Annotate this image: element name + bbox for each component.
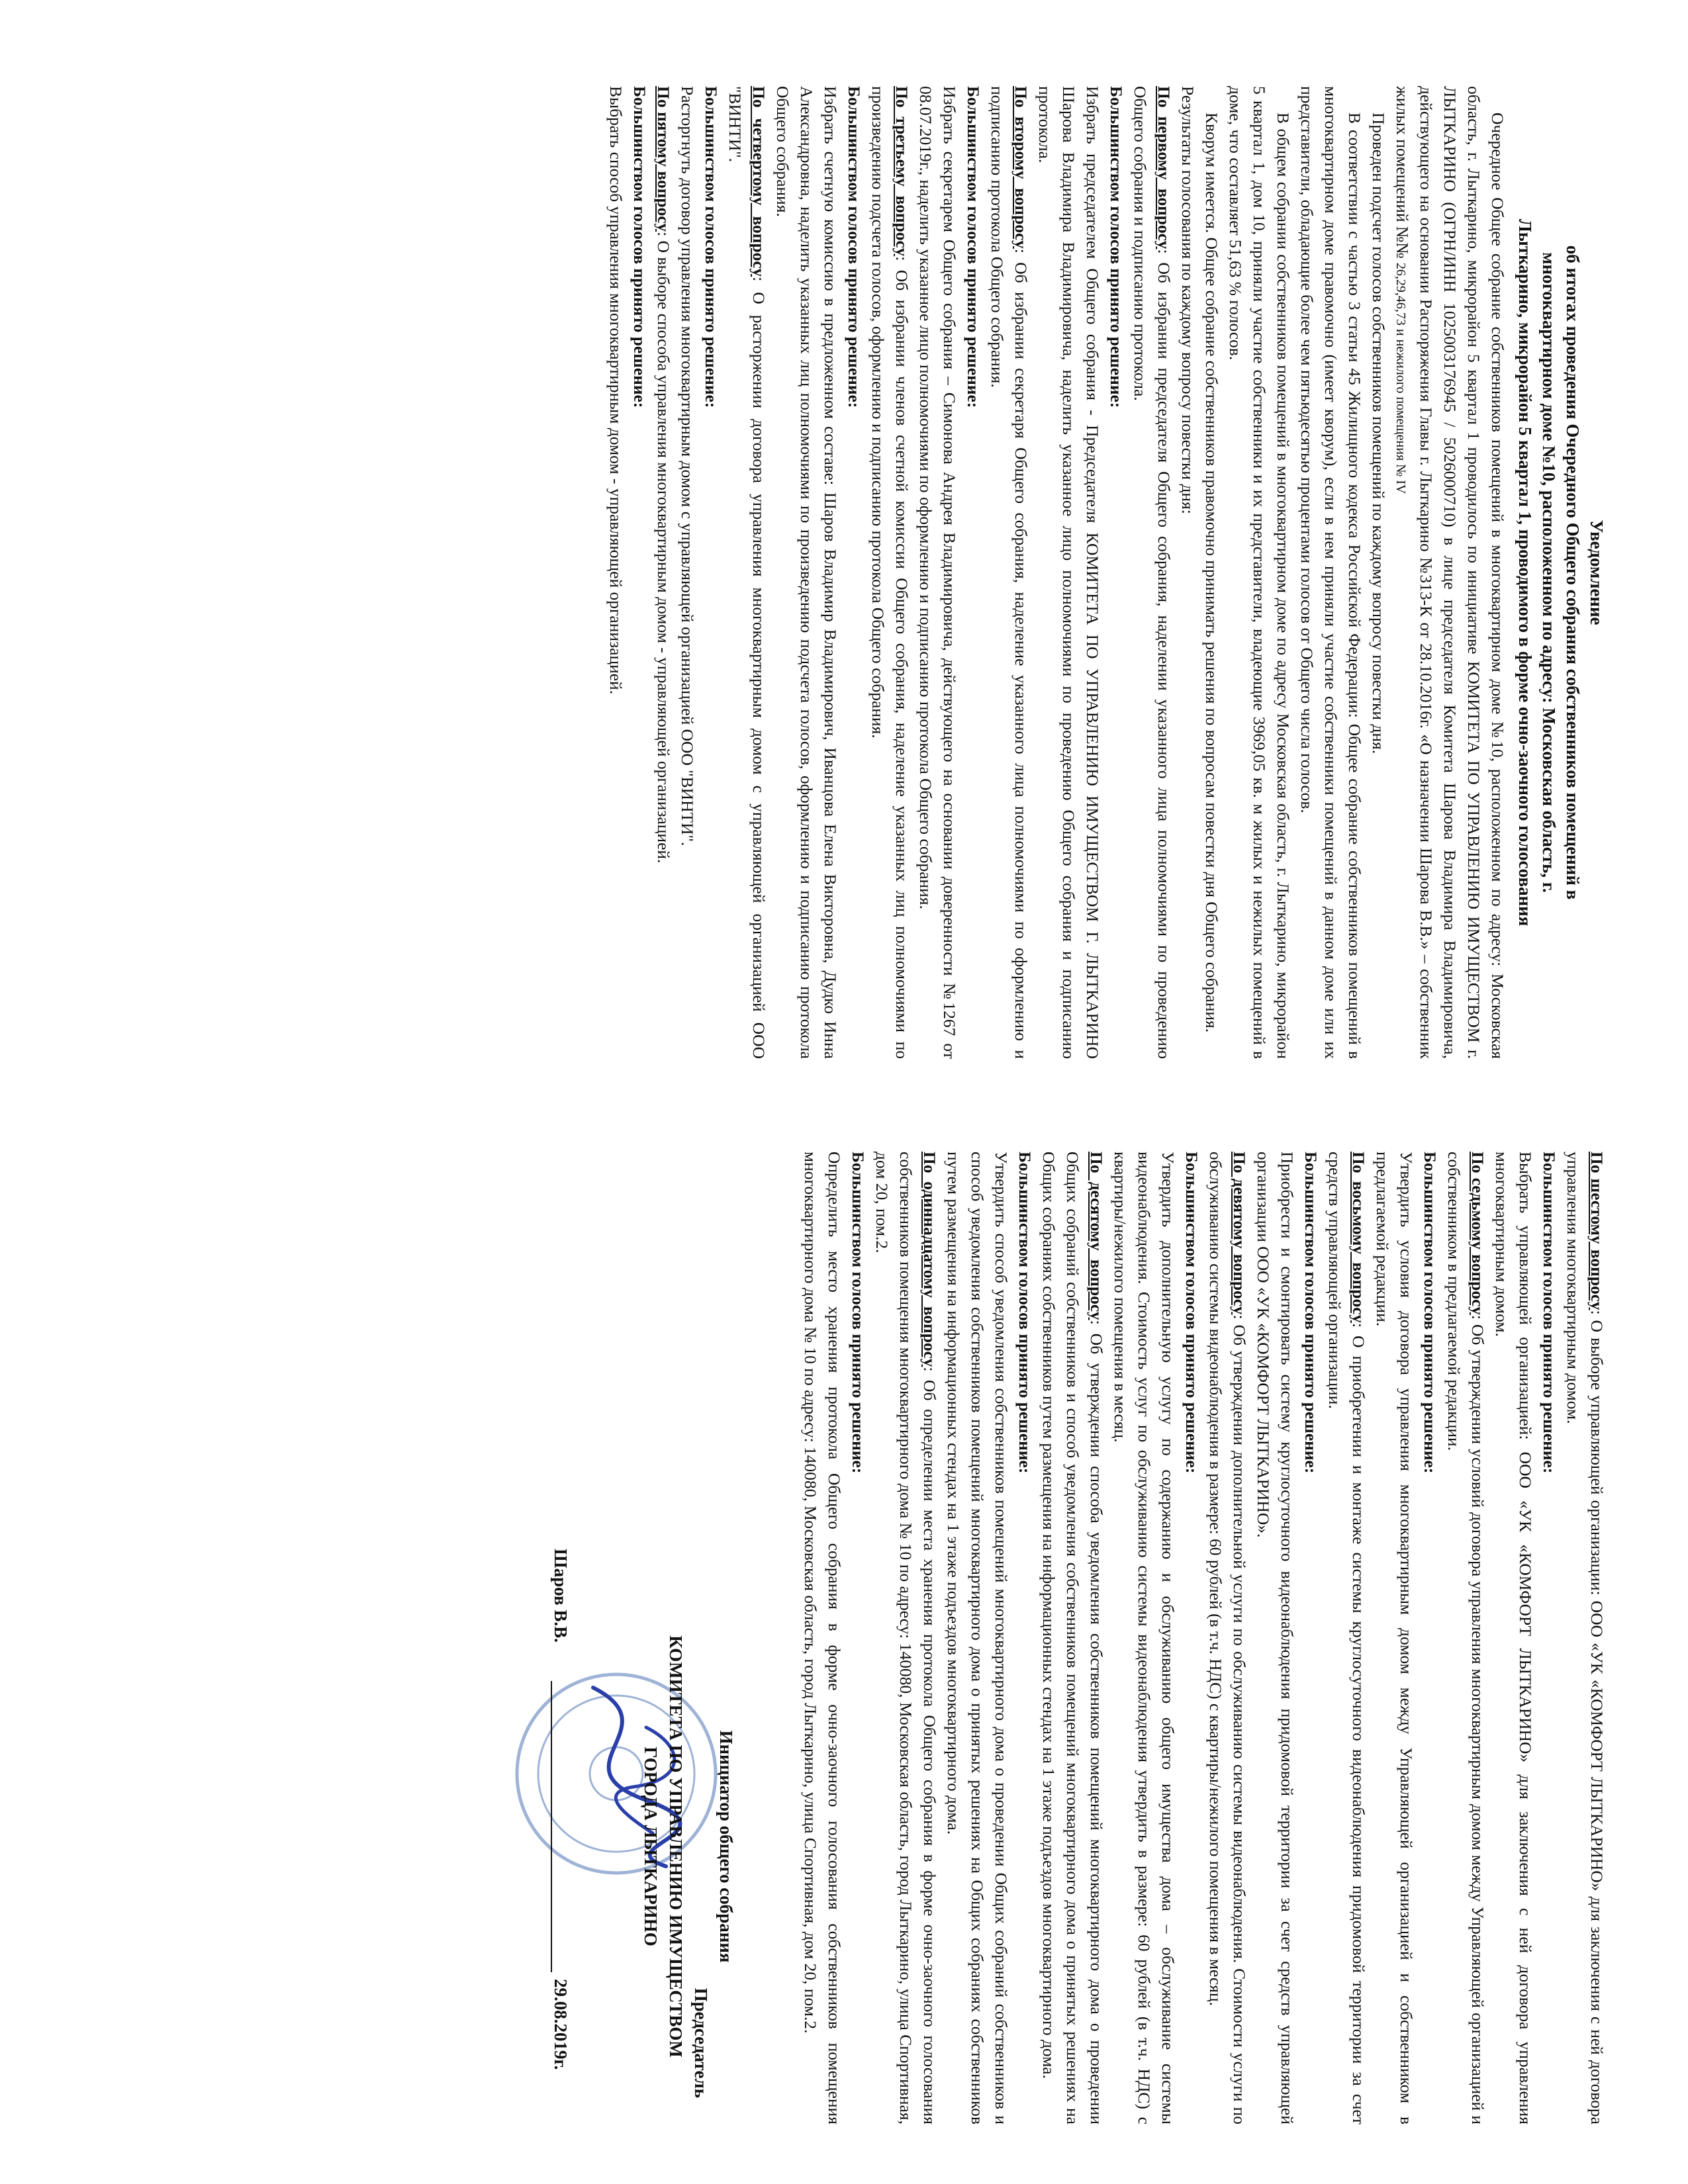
question-2-text: : Об избрании секретаря Общего собрания, наделение указанного лица полномочиями по оформлению и подписанию протокола Общего собрания.	[988, 86, 1031, 1059]
question-3-label: По третьему вопросу	[892, 86, 912, 257]
majority-label: Большинством голосов принято решение	[964, 86, 983, 402]
question-5-text: : О выборе способа управления многоквартирным домом - управляющей организацией.	[654, 232, 673, 864]
heading-line-2: многоквартирном доме №10, расположенном по адресу: Московская область, г.	[1539, 252, 1559, 893]
majority-label: Большинством голосов принято решение	[1015, 1152, 1035, 1468]
decision-9: Утвердить дополнительную услугу по содержанию и обслуживанию общего имущества дома – обслуживание системы видеонаблюдения. Стоимость услуг по обслуживанию системы видеонаблюдения утвердить в размере: 60 рублей (в т.ч. НДС) с квартиры/нежилого помещения в месяц.	[1111, 1152, 1178, 2124]
question-9-label: По девятому вопросу	[1230, 1152, 1249, 1315]
participation-paragraph: В общем собрании собственников помещений в многоквартирном доме по адресу Московская область, г. Лыткарино, микрорайон 5 квартал 1, дом 10, приняли участие собственники и их представители, владеющие 3969,05 кв. м жилых и нежилых помещений в доме, что составляет 51,63 % голосов.	[1226, 86, 1293, 1059]
decision-8-heading: Большинством голосов принято решение:	[1301, 1152, 1321, 1474]
question-7-label: По седьмому вопросу	[1468, 1152, 1487, 1315]
decision-10-heading: Большинством голосов принято решение:	[1015, 1152, 1035, 1474]
decision-3: Избрать счетную комиссию в предложенном составе: Шаров Владимир Владимирович, Иванцова Елена Викторовна, Дудко Инна Александровна, наделить указанных лиц полномочиями по произведению подсчета голосов, оформлению и подписанию протокола Общего собрания.	[773, 86, 840, 1059]
official-stamp-icon	[507, 1648, 726, 1899]
question-10-text: : Об утверждении способа уведомления собственников помещений многоквартирного дома о проведении Общих собраний собственников и способ уведомления собственников помещений многоквартирного дома о принятых решениях на Общих собраниях собственников путем размещения на информационных стендах на 1 этаже подъездов многоквартирного дома.	[1039, 1152, 1106, 2124]
question-7	[1442, 1152, 1489, 2124]
document-heading	[1513, 86, 1609, 1059]
law-paragraph: В соответствии с частью 3 статьи 45 Жилищного кодекса Российской Федерации: Общее собрание собственников помещений в многоквартирном доме правомочно (имеет кворум), если в нем приняли участие собственники помещений в данном доме или их представители, обладающие более чем пятьюдесятью процентами голосов от Общего числа голосов.	[1297, 86, 1364, 1059]
decision-6: Выбрать управляющей организацией: ООО «УК «КОМФОРТ ЛЫТКАРИНО» для заключения с ней договора управления многоквартирным домом.	[1492, 1152, 1535, 2124]
question-8	[1323, 1152, 1370, 2124]
decision-2-heading: Большинством голосов принято решение:	[964, 86, 983, 408]
decision-2: Избрать секретарем Общего собрания – Симонова Андрея Владимировича, действующего на основании доверенности №1267 от 08.07.2019г., наделить указанное лицо полномочиями по оформлению и подписанию протокола Общего собрания.	[916, 86, 959, 1059]
majority-label: Большинством голосов принято решение	[1182, 1152, 1201, 1468]
quorum-paragraph: Кворум имеется. Общее собрание собственников правомочно принимать решения по вопросам повестки дня Общего собрания.	[1202, 113, 1221, 1033]
signature-block	[500, 1152, 739, 2124]
question-2	[985, 86, 1033, 1059]
heading-title: Уведомление	[1587, 520, 1607, 625]
majority-label: Большинством голосов принято решение	[1421, 1152, 1440, 1468]
intro-premises: 26,29,46,73 и нежилого помещения № IV	[1393, 262, 1408, 494]
decision-9-heading: Большинством голосов принято решение:	[1182, 1152, 1201, 1474]
decision-3-heading: Большинством голосов принято решение:	[845, 86, 864, 408]
intro-text: Очередное Общее собрание собственников помещений в многоквартирном доме №10, расположенном по адресу: Московская область, г. Лыткарино, микрорайон 5 квартал 1 проводилось по инициативе КОМИТЕТА ПО УПРАВЛЕНИЮ ИМУЩЕСТВОМ г. ЛЫТКАРИНО (ОГРН/ИНН 1025003176945 / 5026000710) в лице председателя Комитета Шарова Владимира Владимировича, действующего на основании Распоряжения Главы г. Лыткарино №313-К от 28.10.2016г. «О назначении Шарова В.В.» – собственник жилых помещений №№	[1393, 86, 1507, 1059]
question-5-label: По пятому вопросу	[654, 86, 673, 232]
question-6-label: По шестому вопросу	[1587, 1152, 1607, 1310]
majority-label: Большинством голосов принято решение	[702, 86, 721, 402]
decision-7: Утвердить условия договора управления многоквартирным домом между Управляющей организацией и собственником в предлагаемой редакции.	[1373, 1152, 1416, 2124]
signer-name: Шаров В.В.	[551, 1549, 571, 1643]
question-6-text: : О выборе управляющей организации: ООО «УК «КОМФОРТ ЛЫТКАРИНО» для заключения с ней договора управления многоквартирным домом.	[1564, 1152, 1607, 2124]
majority-label: Большинством голосов принято решение	[845, 86, 864, 402]
decision-6-heading: Большинством голосов принято решение:	[1540, 1152, 1559, 1474]
question-10	[1037, 1152, 1108, 2124]
majority-label: Большинством голосов принято решение	[1540, 1152, 1559, 1468]
question-3-text: : Об избрании членов счетной комиссии Общего собрания, наделение указанных лиц полномочиями по произведению подсчета голосов, оформлению и подписанию протокола Общего собрания.	[868, 86, 912, 1060]
question-4-text: : О расторжении договора управления многоквартирным домом с управляющей организацией ООО "ВИНТИ".	[726, 86, 769, 1059]
organization-line-1: КОМИТЕТА ПО УПРАВЛЕНИЮ ИМУЩЕСТВОМ	[666, 1635, 686, 2058]
decision-11: Определить место хранения протокола Общего собрания в форме очно-заочного голосования собственников помещения многоквартирного дома № 10 по адресу: 140080, Московская область, город Лыткарино, улица Спортивная, дом 20, пом.2.	[801, 1152, 844, 2124]
decision-5-heading: Большинством голосов принято решение:	[630, 86, 649, 408]
question-4-label: По четвертому вопросу	[749, 86, 769, 277]
question-1-label: По первому вопросу	[1154, 86, 1174, 250]
majority-label: Большинством голосов принято решение	[1301, 1152, 1321, 1468]
question-2-label: По второму вопросу	[1011, 86, 1031, 249]
organization-line-2: ГОРОДА ЛЫТКАРИНО	[641, 1747, 661, 1946]
signature-line	[551, 1681, 552, 1972]
question-1-text: : Об избрании председателя Общего собрания, наделении указанного лица полномочиями по проведению Общего собрания и подписанию протокола.	[1131, 86, 1174, 1059]
question-9	[1203, 1152, 1251, 2124]
decision-10: Утвердить способ уведомления собственников помещений многоквартирного дома о проведении Общих собраний собственников и способ уведомления собственников помещений многоквартирного дома о принятых решениях на Общих собраниях собственников путем размещения на информационных стендах на 1 этаже подъездов многоквартирного дома.	[944, 1152, 1011, 2124]
signature-date: 29.08.2019г.	[551, 1979, 571, 2070]
question-11	[870, 1152, 941, 2124]
question-6	[1561, 1152, 1609, 2124]
decision-4-heading: Большинством голосов принято решение:	[702, 86, 721, 408]
decision-5: Выбрать способ управления многоквартирным домом - управляющей организацией.	[606, 86, 626, 695]
decision-1-heading: Большинством голосов принято решение:	[1107, 86, 1126, 408]
decision-11-heading: Большинством голосов принято решение:	[849, 1152, 868, 1474]
question-10-label: По десятому вопросу	[1087, 1152, 1106, 1320]
right-column	[500, 1152, 1609, 2124]
question-3	[866, 86, 914, 1059]
question-8-text: : О приобретении и монтаже системы круглосуточного видеонаблюдения придомовой территории за счет средств управляющей организации.	[1325, 1152, 1368, 2124]
majority-label: Большинством голосов принято решение	[849, 1152, 868, 1468]
majority-label: Большинством голосов принято решение	[630, 86, 649, 402]
question-9-text: : Об утверждении дополнительной услуги по обслуживанию системы видеонаблюдения. Стоимости услуги по обслуживанию системы видеонаблюдения в размере: 60 рублей (в т.ч. НДС) с квартиры/нежилого помещения в месяц.	[1206, 1152, 1249, 2124]
heading-line-1: об итогах проведения Очередного Общего собрания собственников помещений в	[1563, 245, 1583, 900]
count-paragraph: Проведен подсчет голосов собственников помещений по каждому вопросу повестки дня.	[1369, 113, 1388, 754]
results-heading: Результаты голосования по каждому вопросу повестки дня:	[1178, 86, 1197, 514]
question-1	[1128, 86, 1176, 1059]
decision-8: Приобрести и смонтировать систему круглосуточного видеонаблюдения придомовой территории за счет средств управляющей организации ООО «УК «КОМФОРТ ЛЫТКАРИНО».	[1254, 1152, 1297, 2124]
question-4	[723, 86, 771, 1059]
heading-line-3: Лыткарино, микрорайон 5 квартал 1, проводимого в форме очно-заочного голосования	[1515, 218, 1535, 927]
majority-label: Большинством голосов принято решение	[1107, 86, 1126, 402]
question-8-label: По восьмому вопросу	[1349, 1152, 1368, 1323]
question-11-label: По одиннадцатому вопросу	[920, 1152, 939, 1367]
initiator-label: Инициатор общего собрания	[716, 1730, 736, 1963]
chairman-label: Председатель	[691, 1987, 711, 2098]
decision-1: Избрать председателем Общего собрания - Председателя КОМИТЕТА ПО УПРАВЛЕНИЮ ИМУЩЕСТВОМ Г. ЛЫТКАРИНО Шарова Владимира Владимировича, наделить указанное лицо полномочиями по проведению Общего собрания и подписанию протокола.	[1035, 86, 1102, 1059]
intro-paragraph	[1390, 86, 1509, 1059]
question-5	[651, 86, 675, 1059]
question-11-text: : Об определении места хранения протокола Общего собрания в форме очно-заочного голосования собственников помещения многоквартирного дома № 10 по адресу: 140080, Московская область, город Лыткарино, улица Спортивная, дом 20, пом.2.	[872, 1152, 939, 2124]
decision-7-heading: Большинством голосов принято решение:	[1421, 1152, 1440, 1474]
question-7-text: : Об утверждении условий договора управления многоквартирным домом между Управляющей организацией и собственником в предлагаемой редакции.	[1444, 1152, 1487, 2125]
decision-4: Расторгнуть договор управления многоквартирным домом с управляющей организацией ООО "ВИНТИ".	[678, 86, 697, 846]
left-column	[604, 86, 1609, 1059]
organization-name	[638, 1595, 688, 2098]
